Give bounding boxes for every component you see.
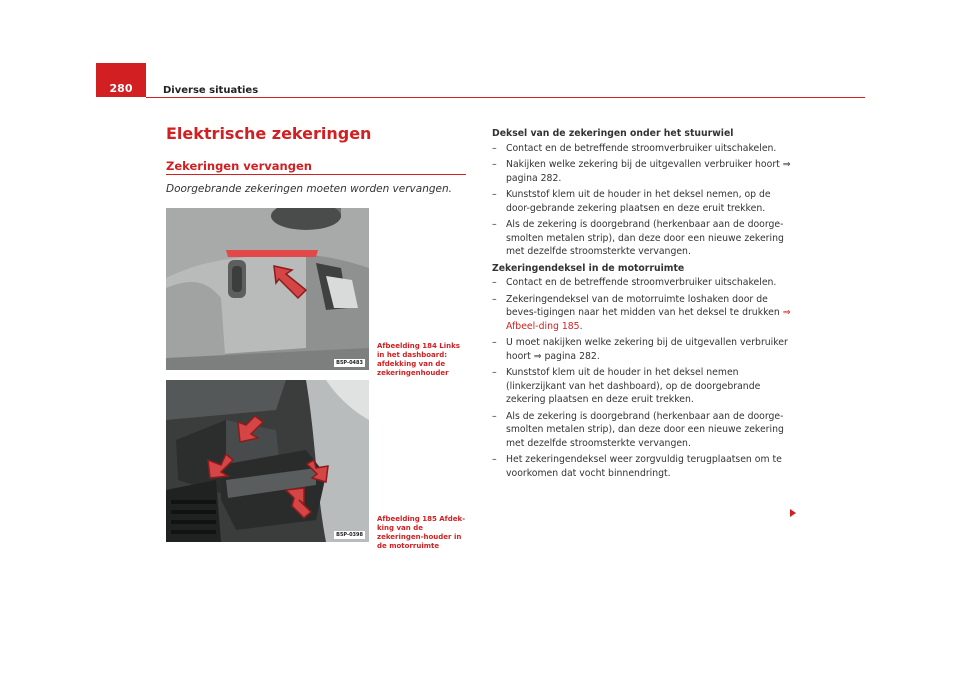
list-item: [492, 453, 792, 480]
sub-title-rule: [166, 174, 466, 175]
sub-title: Zekeringen vervangen: [166, 159, 312, 173]
list-dash: –: [492, 189, 497, 200]
dashboard-heading: Deksel van de zekeringen onder het stuurwiel: [492, 128, 734, 139]
figure-code: B5P-0398: [336, 532, 363, 538]
section-title: Elektrische zekeringen: [166, 124, 372, 143]
list-item: [492, 366, 792, 407]
page-number: 280: [109, 82, 133, 95]
list-item: [492, 218, 792, 259]
continue-arrow-icon: [790, 509, 796, 517]
intro-text: Doorgebrande zekeringen moeten worden vervangen.: [166, 183, 452, 195]
list-item: [492, 293, 792, 334]
page-number-box: [96, 63, 146, 97]
list-dash: –: [492, 367, 497, 378]
figure-reference-link[interactable]: ⇒ Afbeel-ding 185: [506, 307, 791, 332]
list-dash: –: [492, 293, 497, 305]
list-item: [492, 142, 792, 156]
page-reference[interactable]: pagina 282.: [541, 350, 600, 362]
instructions-column: [492, 127, 792, 483]
list-item: [492, 276, 792, 290]
list-item-text: Kunststof klem uit de houder in het deksel nemen (linkerzijkant van het dashboard), op de doorgebrande zekering plaatsen en deze eruit trekken.: [506, 367, 761, 405]
list-item-text: .: [579, 320, 583, 332]
list-item-text: Nakijken welke zekering bij de uitgevallen verbruiker hoort: [506, 159, 783, 170]
list-dash: –: [492, 159, 497, 170]
list-item: [492, 158, 792, 185]
list-item: [492, 336, 792, 363]
list-dash: –: [492, 142, 497, 154]
list-item: [492, 410, 792, 451]
header-rule: [146, 97, 865, 98]
engine-heading: Zekeringendeksel in de motorruimte: [492, 262, 685, 274]
running-header: Diverse situaties: [163, 85, 259, 96]
list-dash: –: [492, 337, 497, 348]
list-item-text: Kunststof klem uit de houder in het deksel nemen, op de door-gebrande zekering plaatsen en deze eruit trekken.: [506, 189, 771, 214]
list-item-text: U moet nakijken welke zekering bij de uitgevallen verbruiker hoort: [506, 337, 788, 362]
page-reference[interactable]: pagina 282.: [506, 172, 562, 184]
list-item-text: Zekeringendeksel van de motorruimte loshaken door de beves-tigingen naar het midden van het deksel te drukken: [506, 293, 783, 318]
engine-bay-illustration: [166, 380, 369, 542]
list-item: [492, 188, 792, 215]
list-dash: –: [492, 219, 497, 230]
list-item-text: Als de zekering is doorgebrand (herkenbaar aan de doorge-smolten metalen strip), dan deze door een nieuwe zekering met dezelfde stroomsterkte vervangen.: [506, 410, 784, 449]
page-reference-arrow[interactable]: ⇒: [533, 350, 542, 362]
list-item-text: Als de zekering is doorgebrand (herkenbaar aan de doorge-smolten metalen strip), dan deze door een nieuwe zekering met dezelfde stroomsterkte vervangen.: [506, 219, 784, 257]
figure-engine-fuse-cover: [166, 380, 369, 542]
dashboard-illustration: [166, 208, 369, 370]
list-item-text: Het zekeringendeksel weer zorgvuldig terugplaatsen om te voorkomen dat vocht binnendringt.: [506, 454, 782, 479]
figure-dashboard-fuse-cover: [166, 208, 369, 370]
list-dash: –: [492, 277, 497, 288]
list-dash: –: [492, 410, 497, 422]
list-item-text: Contact en de betreffende stroomverbruiker uitschakelen.: [506, 277, 777, 288]
list-item-text: Contact en de betreffende stroomverbruiker uitschakelen.: [506, 142, 777, 154]
figure-code: B5P-0483: [336, 360, 363, 366]
list-dash: –: [492, 454, 497, 465]
page-reference-arrow[interactable]: ⇒: [782, 159, 791, 170]
figure-caption: Afbeelding 185 Afdek-king van de zekeringen-houder in de motorruimte: [377, 515, 466, 550]
figure-caption: Afbeelding 184 Links in het dashboard: afdekking van de zekeringenhouder: [377, 342, 460, 377]
